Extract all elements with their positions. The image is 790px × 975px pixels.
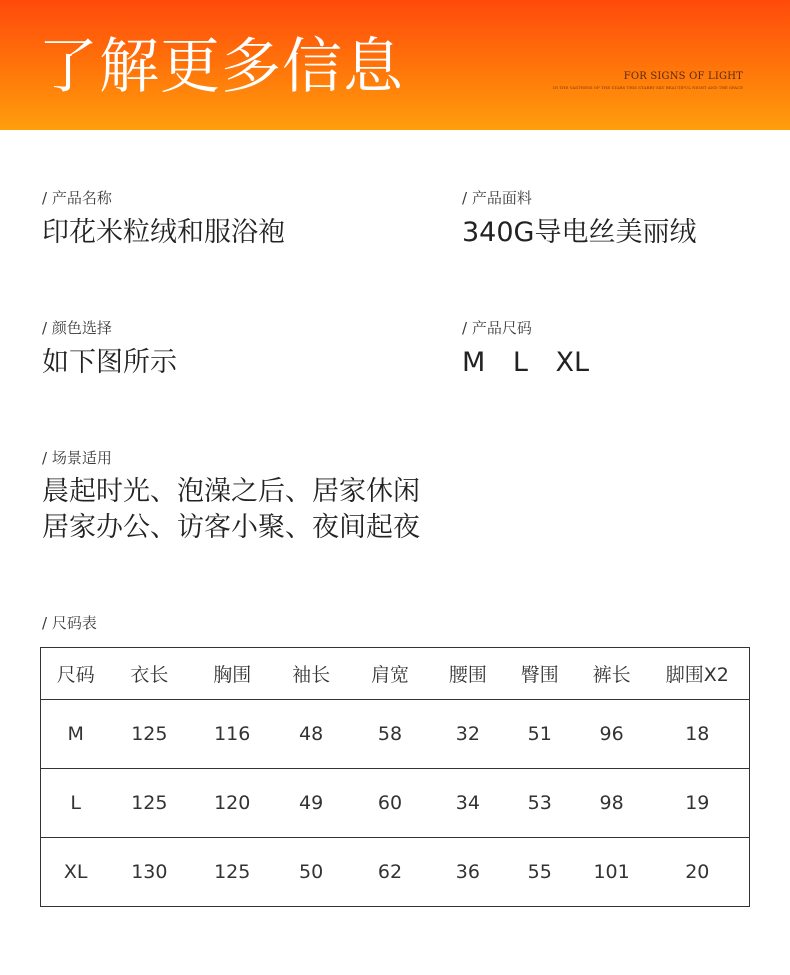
table-cell: 101	[593, 861, 630, 883]
product-name-value: 印花米粒绒和服浴袍	[42, 217, 285, 248]
scene-label: / 场景适用	[42, 449, 112, 467]
table-cell: 98	[578, 769, 646, 838]
size-table-header-row	[41, 648, 750, 700]
color-label: / 颜色选择	[42, 319, 112, 337]
header-waist: 腰围	[434, 648, 502, 700]
table-cell: 34	[434, 769, 502, 838]
table-cell: 62	[377, 861, 403, 883]
table-cell: 125	[110, 769, 188, 838]
table-cell: 50	[298, 861, 324, 883]
table-cell: 96	[578, 700, 646, 769]
fabric-value: 340G导电丝美丽绒	[462, 217, 697, 248]
size-table-label: / 尺码表	[42, 614, 97, 632]
banner-slogan: FOR SIGNS OF LIGHT	[623, 71, 743, 82]
color-value: 如下图所示	[42, 347, 177, 378]
scene-line-2: 居家办公、访客小聚、夜间起夜	[42, 512, 420, 543]
table-cell: 32	[434, 700, 502, 769]
table-cell: 18	[646, 700, 750, 769]
size-values	[462, 346, 608, 380]
fabric-label: / 产品面料	[462, 189, 532, 207]
table-cell: 116	[188, 700, 276, 769]
header-shoulder: 肩宽	[346, 648, 434, 700]
size-option-xl: XL	[555, 347, 590, 378]
banner-title: 了解更多信息	[38, 32, 404, 102]
table-cell: 36	[455, 861, 480, 883]
table-cell: 51	[502, 700, 578, 769]
table-cell: XL	[63, 861, 88, 883]
table-cell: 125	[110, 700, 188, 769]
table-cell: 60	[346, 769, 434, 838]
scene-line-1: 晨起时光、泡澡之后、居家休闲	[42, 476, 420, 507]
scene-field	[42, 448, 420, 546]
table-row	[41, 769, 750, 838]
header-hip: 臀围	[502, 648, 578, 700]
color-field	[42, 318, 177, 380]
table-cell: 48	[276, 700, 346, 769]
banner-small-text: IN THE VASTNESS OF THE STARS THIS STARRY SKY BEAUTIFUL NIGHT AND THE SPACE	[553, 85, 743, 90]
table-cell: 120	[188, 769, 276, 838]
table-cell: 125	[214, 861, 251, 883]
header-sleeve: 袖长	[276, 648, 346, 700]
table-cell: 20	[685, 861, 710, 883]
header-length: 衣长	[110, 648, 188, 700]
table-cell: 55	[527, 861, 552, 883]
table-cell: 130	[131, 861, 168, 883]
size-field	[462, 318, 608, 380]
header-ankle: 脚围X2	[646, 648, 750, 700]
header-chest: 胸围	[188, 648, 276, 700]
header-size: 尺码	[41, 648, 111, 700]
table-row	[41, 838, 750, 907]
table-cell: L	[41, 769, 111, 838]
product-name-label: / 产品名称	[42, 189, 112, 207]
size-label: / 产品尺码	[462, 319, 532, 337]
header-pants-length: 裤长	[578, 648, 646, 700]
table-row	[41, 700, 750, 769]
product-name-field	[42, 188, 285, 250]
table-cell: 53	[502, 769, 578, 838]
table-cell: M	[41, 700, 111, 769]
header-banner	[0, 0, 790, 130]
size-option-l: L	[512, 347, 528, 378]
table-cell: 49	[276, 769, 346, 838]
table-cell: 19	[646, 769, 750, 838]
size-table	[40, 647, 750, 907]
table-cell: 58	[346, 700, 434, 769]
size-option-m: M	[462, 347, 486, 378]
fabric-field	[462, 188, 696, 250]
